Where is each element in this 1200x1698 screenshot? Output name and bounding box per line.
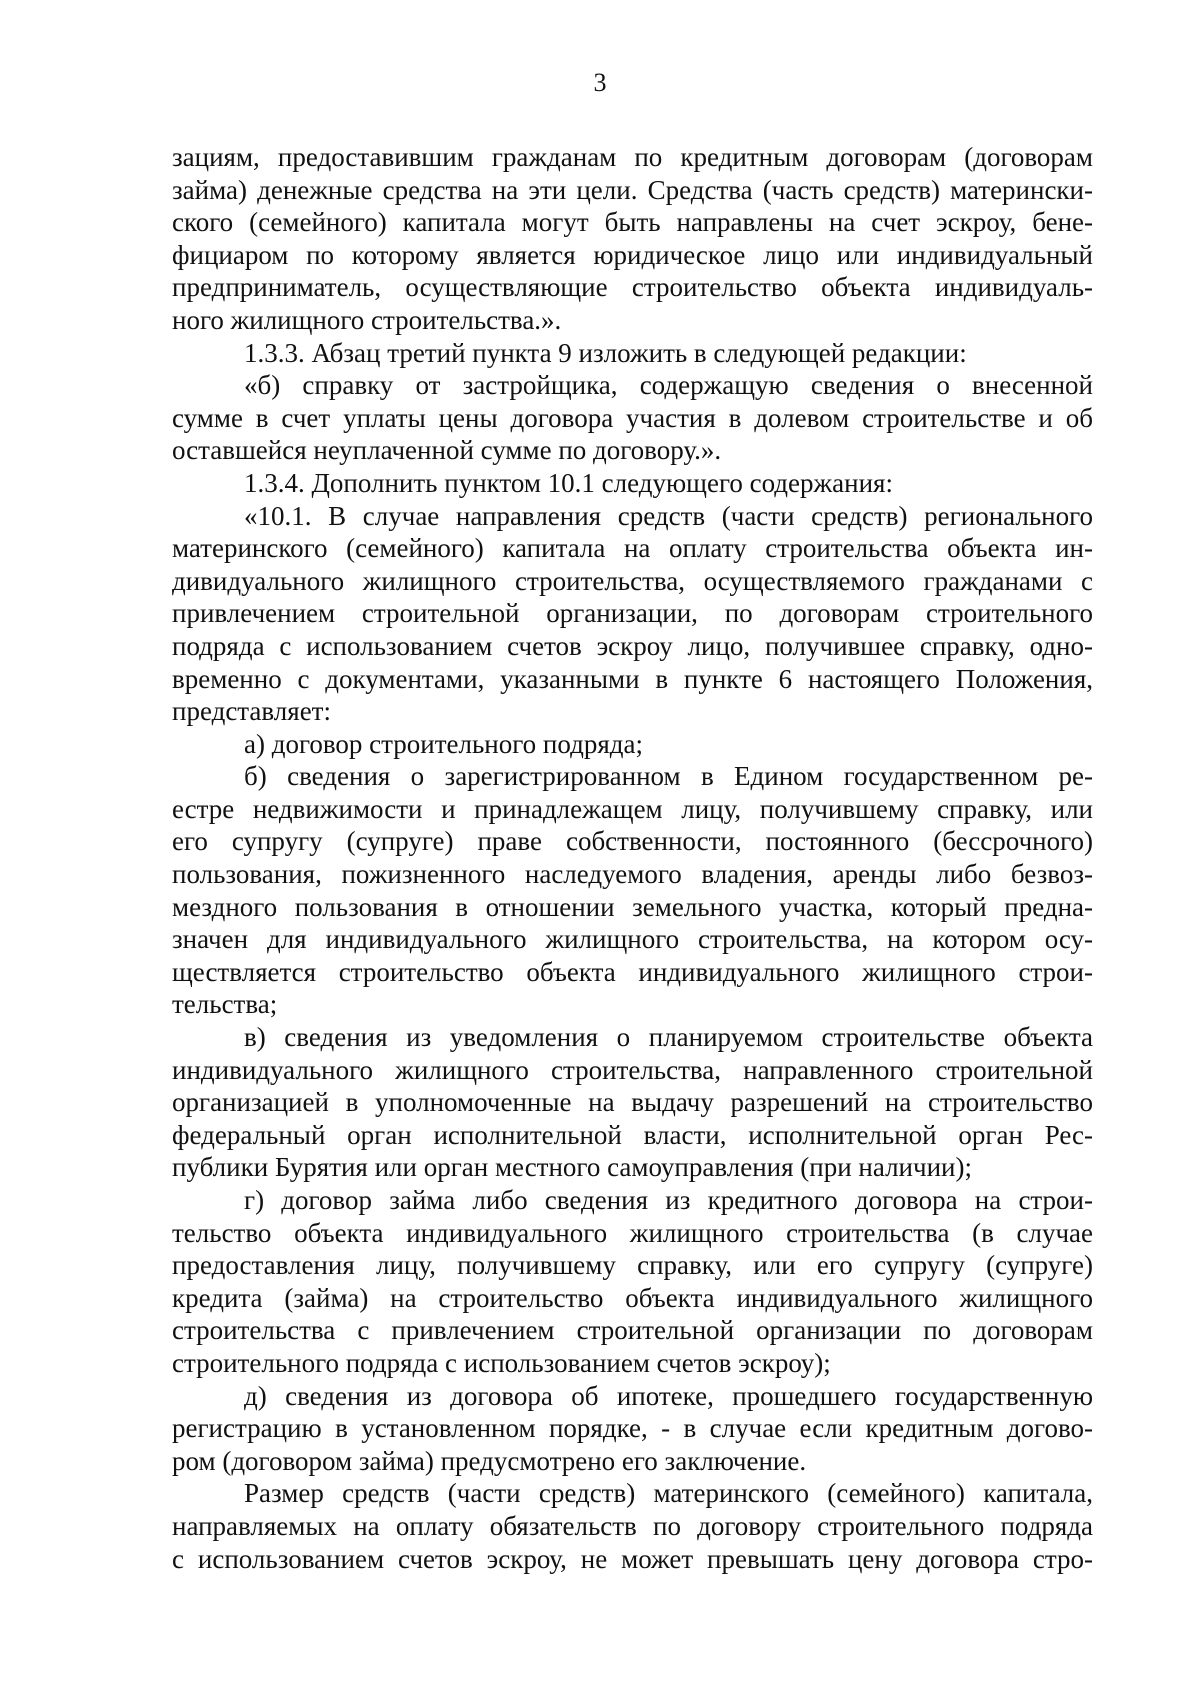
text-line: подряда с использованием счетов эскроу лицо, получившее справку, одно- [172,630,1093,661]
text-line: ром (договором займа) предусмотрено его заключение. [172,1445,807,1476]
text-line: кредита (займа) на строительство объекта индивидуального жилищного [172,1282,1093,1313]
text-line: с использованием счетов эскроу, не может превышать цену договора стро- [172,1543,1093,1574]
text-line: оставшейся неуплаченной сумме по договору.». [172,435,722,466]
text-line: материнского (семейного) капитала на оплату строительства объекта ин- [172,533,1093,564]
text-line: ществляется строительство объекта индивидуального жилищного строи- [172,956,1093,987]
text-line: направляемых на оплату обязательств по договору строительного подряда [172,1510,1093,1541]
text-line: строительного подряда с использованием счетов эскроу); [172,1347,831,1378]
text-line: представляет: [172,696,331,727]
text-line: ского (семейного) капитала могут быть направлены на счет эскроу, бене- [172,207,1093,238]
text-line: публики Бурятия или орган местного самоуправления (при наличии); [172,1152,972,1183]
text-line: тельство объекта индивидуального жилищного строительства (в случае [172,1217,1093,1248]
text-line: г) договор займа либо сведения из кредитного договора на строи- [244,1185,1093,1215]
text-line: 1.3.4. Дополнить пунктом 10.1 следующего содержания: [244,467,893,498]
text-line: б) сведения о зарегистрированном в Едином государственном ре- [244,761,1093,792]
text-line: временно с документами, указанными в пункте 6 настоящего Положения, [172,663,1093,694]
page-number: 3 [593,68,607,97]
text-line: в) сведения из уведомления о планируемом строительстве объекта [244,1022,1093,1053]
text-line: организацией в уполномоченные на выдачу разрешений на строительство [172,1087,1093,1118]
text-line: займа) денежные средства на эти цели. Средства (часть средств) матерински- [172,174,1093,205]
text-line: индивидуального жилищного строительства, направленного строительной [172,1054,1093,1085]
text-line: тельства; [172,989,278,1020]
text-line: дивидуального жилищного строительства, осуществляемого гражданами с [172,565,1093,596]
text-line: привлечением строительной организации, по договорам строительного [172,598,1093,629]
text-line: предоставления лицу, получившему справку, или его супругу (супруге) [172,1250,1093,1281]
text-line: федеральный орган исполнительной власти, исполнительной орган Рес- [172,1119,1093,1150]
text-line: д) сведения из договора об ипотеке, прошедшего государственную [244,1380,1093,1411]
document-body [172,141,1093,1575]
text-line: строительства с привлечением строительной организации по договорам [172,1315,1093,1346]
text-line: фициаром по которому является юридическое лицо или индивидуальный [172,239,1093,270]
text-line: Размер средств (части средств) материнского (семейного) капитала, [244,1478,1093,1509]
text-line: естре недвижимости и принадлежащем лицу, получившему справку, или [172,793,1093,824]
text-line: 1.3.3. Абзац третий пункта 9 изложить в следующей редакции: [244,337,967,368]
text-line: предприниматель, осуществляющие строительство объекта индивидуаль- [172,272,1093,303]
text-line: пользования, пожизненного наследуемого владения, аренды либо безвоз- [172,859,1093,890]
text-line: ного жилищного строительства.». [172,304,562,335]
text-line: «10.1. В случае направления средств (части средств) регионального [244,500,1093,531]
text-line: значен для индивидуального жилищного строительства, на котором осу- [172,924,1093,955]
text-line: мездного пользования в отношении земельного участка, который предна- [172,891,1093,922]
text-line: сумме в счет уплаты цены договора участия в долевом строительстве и об [172,402,1093,433]
text-line: а) договор строительного подряда; [244,728,643,759]
text-line: «б) справку от застройщика, содержащую сведения о внесенной [244,370,1093,401]
text-line: регистрацию в установленном порядке, - в случае если кредитным догово- [172,1413,1093,1444]
text-line: зациям, предоставившим гражданам по кредитным договорам (договорам [172,142,1093,172]
text-line: его супругу (супруге) праве собственности, постоянного (бессрочного) [172,826,1093,857]
